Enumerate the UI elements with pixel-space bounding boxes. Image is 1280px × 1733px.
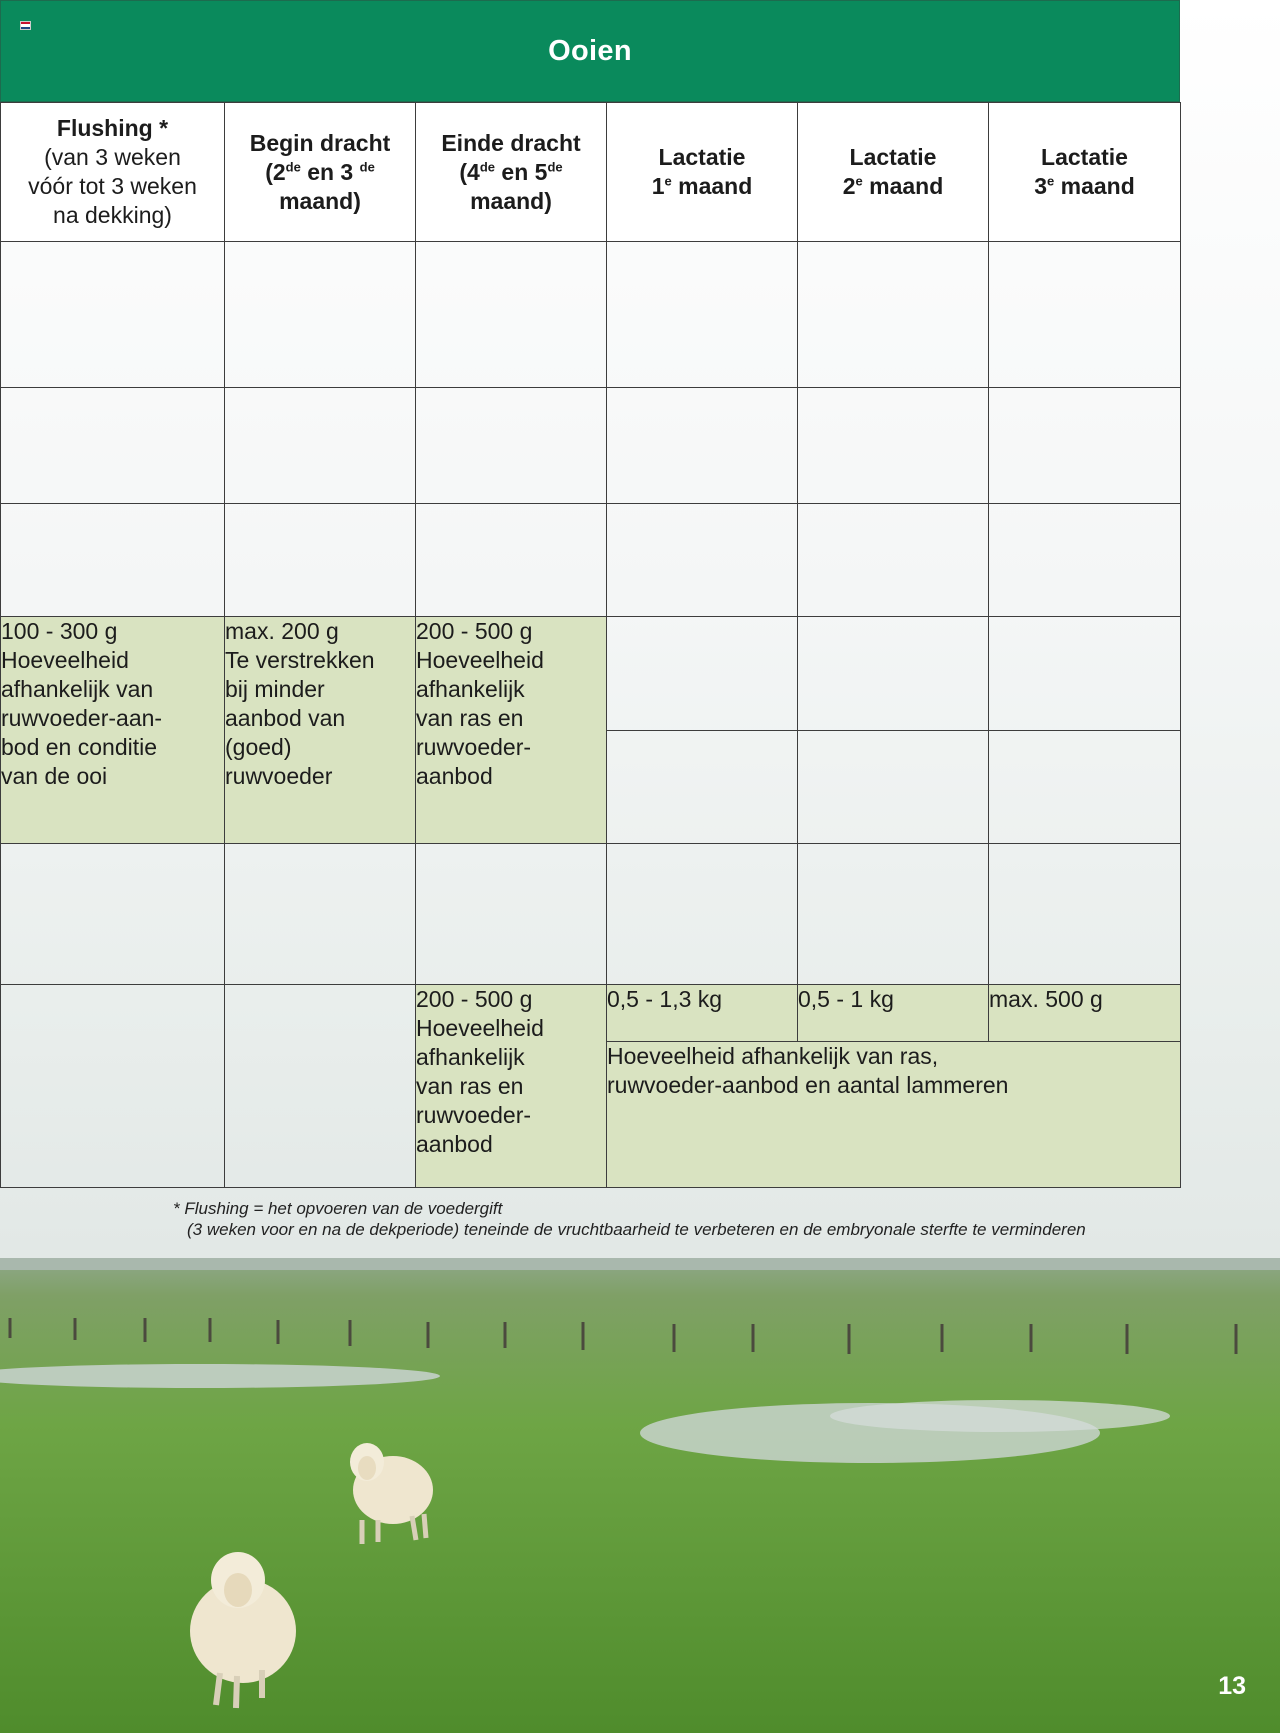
table-header-row <box>1 103 1181 242</box>
table-row <box>1 617 1181 731</box>
cell-einde-dracht-lactation-amount: 200 - 500 g Hoeveelheid afhankelijk van ras en ruwvoeder- aanbod <box>416 985 607 1188</box>
cell-einde-dracht-amount: 200 - 500 g Hoeveelheid afhankelijk van ras en ruwvoeder- aanbod <box>416 617 607 844</box>
cell-begin-dracht-amount: max. 200 g Te verstrekken bij minder aanbod van (goed) ruwvoeder <box>225 617 416 844</box>
table-row <box>1 504 1181 617</box>
puddle <box>830 1400 1170 1432</box>
col-header-lactatie-2: Lactatie 2e maand <box>798 103 989 242</box>
footnote: * Flushing = het opvoeren van de voedergift (3 weken voor en na de dekperiode) teneinde de vruchtbaarheid te verbeteren en de embryonale sterfte te verminderen <box>173 1199 1086 1239</box>
table-row <box>1 844 1181 985</box>
cell-flushing-amount: 100 - 300 g Hoeveelheid afhankelijk van ruwvoeder-aan- bod en conditie van de ooi <box>1 617 225 844</box>
flag-icon <box>20 21 31 30</box>
page-title: Ooien <box>548 34 632 67</box>
horizon <box>0 1258 1280 1270</box>
table-row <box>1 985 1181 1042</box>
page-number: 13 <box>1218 1672 1246 1700</box>
table-row <box>1 242 1181 388</box>
header-band <box>0 0 1180 102</box>
cell-lactatie-3-amount: max. 500 g <box>989 985 1181 1042</box>
col-header-einde-dracht: Einde dracht (4de en 5de maand) <box>416 103 607 242</box>
col-header-begin-dracht: Begin dracht (2de en 3 $^{de}$ maand) <box>225 103 416 242</box>
col-header-flushing: Flushing * (van 3 weken vóór tot 3 weken na dekking) <box>1 103 225 242</box>
table-row <box>1 388 1181 504</box>
cell-lactatie-1-amount: 0,5 - 1,3 kg <box>607 985 798 1042</box>
feeding-table <box>0 102 1181 1188</box>
meadow-photo <box>0 1258 1280 1733</box>
col-header-lactatie-3: Lactatie 3e maand <box>989 103 1181 242</box>
col-header-lactatie-1: Lactatie 1e maand <box>607 103 798 242</box>
cell-lactation-note: Hoeveelheid afhankelijk van ras, ruwvoeder-aanbod en aantal lammeren <box>607 1042 1181 1188</box>
cell-lactatie-2-amount: 0,5 - 1 kg <box>798 985 989 1042</box>
